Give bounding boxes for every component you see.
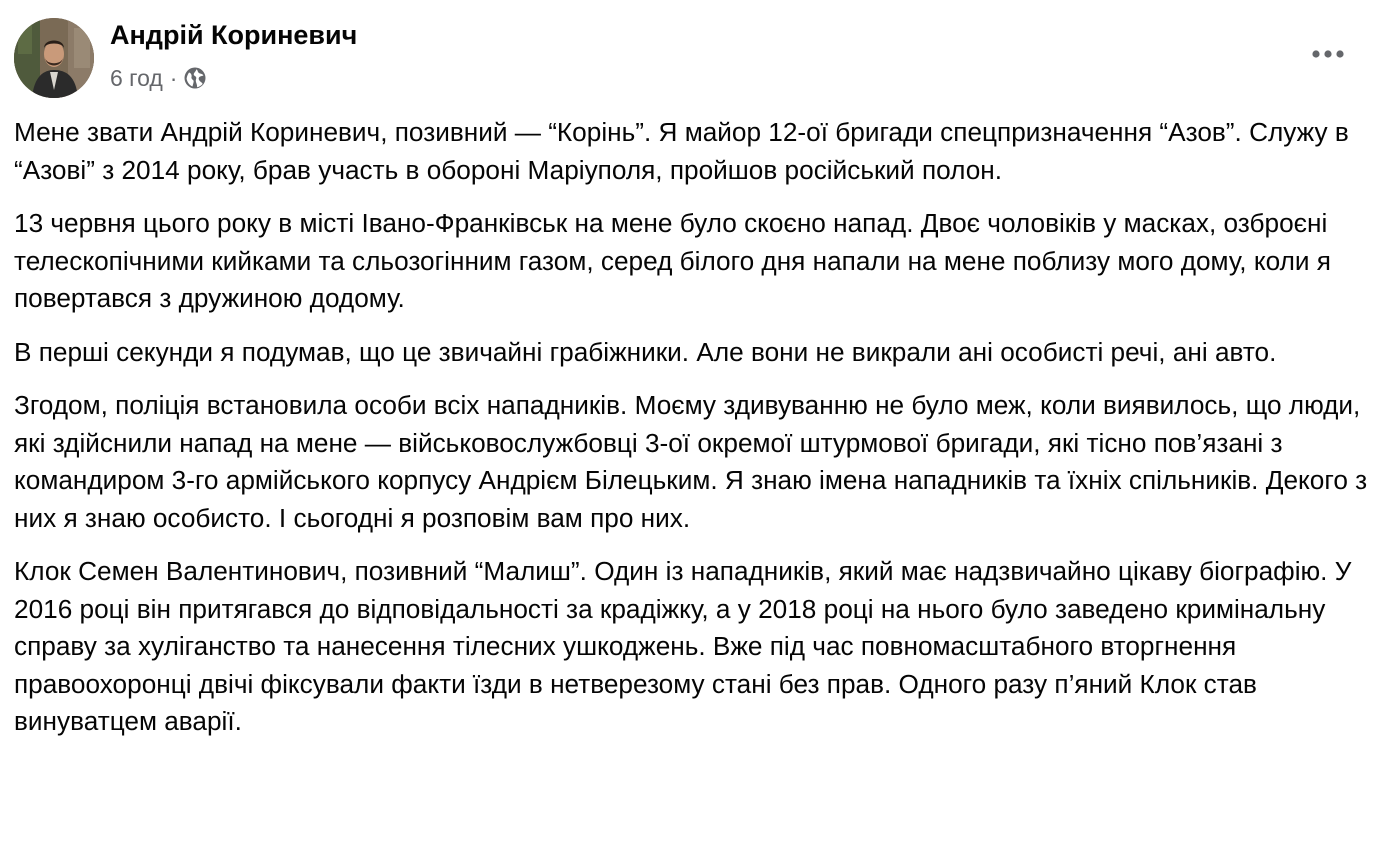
post-paragraph: 13 червня цього року в місті Івано-Франківськ на мене було скоєно напад. Двоє чоловіків у масках, озброєні телескопічними кийками та сльозогінним газом, серед білого дня напали на мене поблизу мого дому, коли я повертався з дружиною додому. (14, 208, 1331, 313)
author-name[interactable]: Андрій Кориневич (110, 20, 358, 50)
meta-separator: · (169, 64, 178, 91)
post-timestamp[interactable]: 6 год (110, 64, 163, 91)
post-body (14, 114, 1370, 757)
author-avatar[interactable] (14, 18, 94, 98)
post-paragraph: Мене звати Андрій Коринeвич, позивний — “Корінь”. Я майор 12-ої бригади спецпризначення “Азов”. Служу в “Азові” з 2014 року, брав участь в обороні Маріуполя, пройшов російський полон. (14, 117, 1349, 185)
more-options-icon (1311, 49, 1345, 59)
more-options-button[interactable] (1306, 36, 1350, 72)
post-paragraph: В перші секунди я подумав, що це звичайні грабіжники. Але вони не викрали ані особисті речі, ані авто. (14, 336, 1277, 367)
post-paragraph: Згодом, поліція встановила особи всіх нападників. Моєму здивуванню не було меж, коли виявилось, що люди, які здійснили напад на мене — військовослужбовці 3-ої окремої штурмової бригади, які тісно пов’язані з командиром 3-го армійського корпусу Андрієм Білецьким. Я знаю імена нападників та їхніх спільників. Декого з них я знаю особисто. І сьогодні я розповім вам про них. (14, 390, 1368, 533)
globe-icon[interactable] (183, 66, 207, 90)
avatar-photo (14, 18, 94, 98)
post-meta (110, 64, 207, 92)
post-header (14, 16, 1354, 100)
post-paragraph: Клок Семен Валентинович, позивний “Малиш”. Один із нападників, який має надзвичайно цікаву біографію. У 2016 році він притягався до відповідальності за крадіжку, а у 2018 році на нього було заведено кримінальну справу за хуліганство та нанесення тілесних ушкоджень. Вже під час повномасштабного вторгнення правоохоронці двічі фіксували факти їзди в нетверезому стані без прав. Одного разу п’яний Клок став винуватцем аварії. (14, 556, 1352, 736)
